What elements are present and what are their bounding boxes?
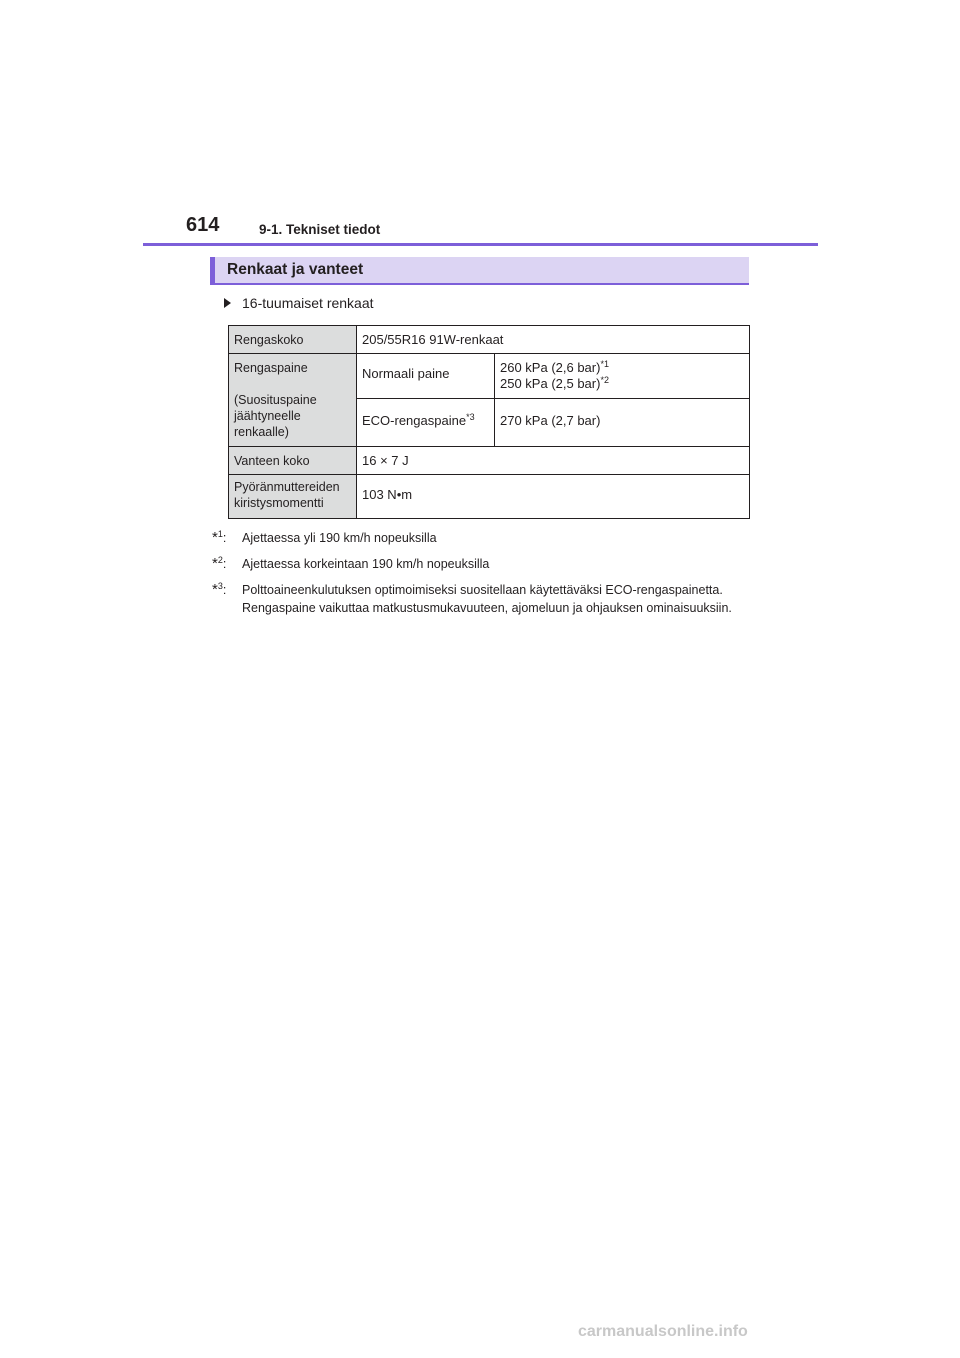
- normal-pressure-1: 260 kPa (2,6 bar): [500, 360, 601, 375]
- wheel-size-value-cell: [357, 447, 750, 475]
- footnote-number: 3: [217, 581, 223, 591]
- table-row: [229, 354, 750, 399]
- torque-value-cell: [357, 475, 750, 519]
- table-row: [229, 326, 750, 354]
- footnote-number: 1: [217, 529, 223, 539]
- footnote-mark: *2: [600, 375, 609, 385]
- footnote-text: Polttoaineenkulutuksen optimoimiseksi suositellaan käytettäväksi ECO-rengaspainetta. Rengaspaine vaikuttaa matkustusmukavuuteen, ajomeluun ja ohjauksen ominaisuuksiin.: [242, 583, 732, 615]
- footnote-text: Ajettaessa yli 190 km/h nopeuksilla: [242, 531, 437, 545]
- page-number: 614: [186, 214, 220, 236]
- footnote-text: Ajettaessa korkeintaan 190 km/h nopeuksilla: [242, 557, 490, 571]
- eco-pressure-value: 270 kPa (2,7 bar): [500, 413, 601, 428]
- tire-size-label: Rengaskoko: [234, 333, 304, 347]
- tire-spec-table: [228, 325, 750, 519]
- section-title: Renkaat ja vanteet: [227, 261, 364, 278]
- watermark: carmanualsonline.info: [578, 1323, 748, 1340]
- footnote: [212, 555, 772, 573]
- footnote: [212, 581, 772, 617]
- table-row: [229, 447, 750, 475]
- footnote-marker: *$^3$:: [212, 581, 227, 598]
- eco-pressure-value-cell: [495, 399, 750, 447]
- wheel-size-label: Vanteen koko: [234, 454, 310, 468]
- pressure-label-cell: [229, 354, 357, 447]
- pressure-label-line1: Rengaspaine: [234, 361, 308, 375]
- section-header: [210, 257, 749, 285]
- subheading-text: 16-tuumaiset renkaat: [242, 295, 374, 311]
- triangle-bullet-icon: [224, 298, 231, 308]
- footnotes: [212, 529, 772, 625]
- footnote-mark: *1: [600, 359, 609, 369]
- eco-pressure-label-cell: [357, 399, 495, 447]
- wheel-size-label-cell: [229, 447, 357, 475]
- footnote-mark: *3: [466, 412, 475, 422]
- footnote-number: 2: [217, 555, 223, 565]
- eco-pressure-label: [357, 399, 494, 429]
- normal-pressure-value-cell: [495, 354, 750, 399]
- footnote-marker: *$^2$:: [212, 555, 227, 572]
- normal-pressure-label-cell: [357, 354, 495, 399]
- header-rule: [143, 243, 818, 246]
- torque-label: Pyöränmuttereiden kiristysmomentti: [234, 480, 340, 510]
- torque-label-cell: [229, 475, 357, 519]
- normal-pressure-value-1: [500, 360, 744, 376]
- wheel-size-value: 16 × 7 J: [362, 453, 409, 468]
- normal-pressure-2: 250 kPa (2,5 bar): [500, 376, 601, 391]
- torque-value: 103 N•m: [362, 487, 413, 502]
- normal-pressure-values: [495, 354, 749, 392]
- tire-size-value-cell: [357, 326, 750, 354]
- subheading: [224, 295, 374, 311]
- eco-pressure-text: ECO-rengaspaine: [362, 413, 467, 428]
- footnote: [212, 529, 772, 547]
- normal-pressure-value-2: [500, 376, 744, 392]
- footnote-marker: *$^1$:: [212, 529, 227, 546]
- tire-size-value: 205/55R16 91W-renkaat: [362, 332, 504, 347]
- pressure-label-line2: (Suosituspaine jäähtyneelle renkaalle): [234, 393, 317, 439]
- chapter-title: 9-1. Tekniset tiedot: [259, 222, 381, 237]
- pressure-label: [229, 354, 356, 440]
- tire-size-label-cell: [229, 326, 357, 354]
- normal-pressure-label: Normaali paine: [362, 366, 450, 381]
- table-row: [229, 475, 750, 519]
